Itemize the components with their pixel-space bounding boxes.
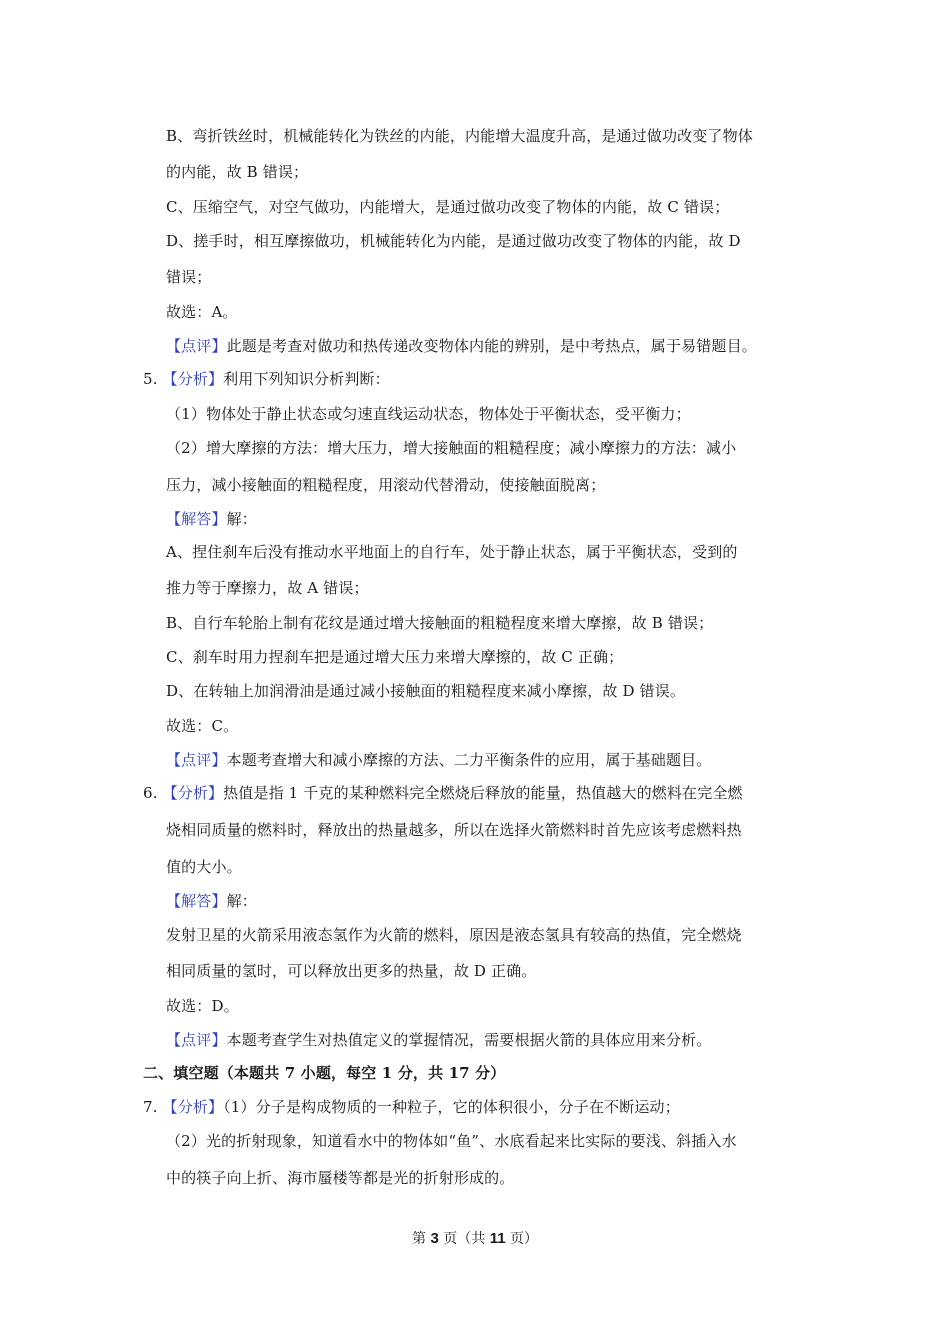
review-tag: 【点评】 bbox=[166, 1031, 227, 1049]
q4-option-b-line1: B、弯折铁丝时，机械能转化为铁丝的内能，内能增大温度升高，是通过做功改变了物体 bbox=[166, 127, 753, 145]
analysis-tag: 【分析】 bbox=[162, 370, 224, 388]
q4-answer: 故选：A。 bbox=[166, 303, 238, 321]
q5-point-2-line1: （2）增大摩擦的方法：增大压力，增大接触面的粗糙程度；减小摩擦力的方法：减小 bbox=[166, 439, 737, 457]
solution-text: 解： bbox=[226, 892, 257, 910]
current-page-number: 3 bbox=[430, 1230, 439, 1247]
q4-review bbox=[166, 336, 757, 356]
analysis-tag: 【分析】 bbox=[162, 1098, 224, 1116]
q5-option-b: B、自行车轮胎上制有花纹是通过增大接触面的粗糙程度来增大摩擦，故 B 错误； bbox=[166, 614, 714, 632]
q5-analysis bbox=[143, 369, 390, 389]
review-text: 本题考查增大和减小摩擦的方法、二力平衡条件的应用，属于基础题目。 bbox=[226, 751, 712, 769]
q7-point-2-line1: （2）光的折射现象，知道看水中的物体如“鱼”、水底看起来比实际的要浅、斜插入水 bbox=[166, 1132, 737, 1150]
solution-tag: 【解答】 bbox=[166, 892, 227, 910]
q6-analysis-line2: 烧相同质量的燃料时，释放出的热量越多，所以在选择火箭燃料时首先应该考虑燃料热 bbox=[166, 821, 742, 839]
q4-option-d-line2: 错误； bbox=[166, 268, 212, 286]
question-number: 7. bbox=[143, 1098, 158, 1116]
solution-text: 解： bbox=[226, 510, 257, 528]
q7-analysis bbox=[143, 1097, 680, 1117]
page-footer bbox=[0, 1229, 950, 1249]
q7-point-2-line2: 中的筷子向上折、海市蜃楼等都是光的折射形成的。 bbox=[166, 1169, 515, 1187]
question-number: 6. bbox=[143, 784, 158, 802]
review-tag: 【点评】 bbox=[166, 751, 227, 769]
footer-middle: 页（共 bbox=[438, 1231, 490, 1247]
total-page-count: 11 bbox=[489, 1230, 506, 1247]
q6-solution bbox=[166, 891, 257, 911]
q4-option-c: C、压缩空气，对空气做功，内能增大，是通过做功改变了物体的内能，故 C 错误； bbox=[166, 198, 730, 216]
q6-analysis-line1 bbox=[143, 783, 743, 803]
analysis-text: （1）分子是构成物质的一种粒子，它的体积很小，分子在不断运动； bbox=[223, 1098, 680, 1116]
q5-option-c: C、刹车时用力捏刹车把是通过增大压力来增大摩擦的，故 C 正确； bbox=[166, 648, 624, 666]
analysis-tag: 【分析】 bbox=[162, 784, 224, 802]
q4-option-b-line2: 的内能，故 B 错误； bbox=[166, 163, 309, 181]
footer-suffix: 页） bbox=[505, 1231, 538, 1247]
question-number: 5. bbox=[143, 370, 158, 388]
q5-answer: 故选：C。 bbox=[166, 717, 239, 735]
review-tag: 【点评】 bbox=[166, 337, 227, 355]
footer-prefix: 第 bbox=[411, 1231, 431, 1247]
review-text: 本题考查学生对热值定义的掌握情况，需要根据火箭的具体应用来分析。 bbox=[226, 1031, 712, 1049]
review-text: 此题是考查对做功和热传递改变物体内能的辨别，是中考热点，属于易错题目。 bbox=[226, 337, 757, 355]
q6-answer: 故选：D。 bbox=[166, 997, 239, 1015]
q5-point-1: （1）物体处于静止状态或匀速直线运动状态，物体处于平衡状态，受平衡力； bbox=[166, 405, 691, 423]
q5-point-2-line2: 压力，减小接触面的粗糙程度，用滚动代替滑动，使接触面脱离； bbox=[166, 476, 606, 494]
q4-option-d-line1: D、搓手时，相互摩擦做功，机械能转化为内能，是通过做功改变了物体的内能，故 D bbox=[166, 232, 741, 250]
q5-option-d: D、在转轴上加润滑油是通过减小接触面的粗糙程度来减小摩擦，故 D 错误。 bbox=[166, 682, 685, 700]
analysis-text: 利用下列知识分析判断： bbox=[223, 370, 390, 388]
analysis-text: 热值是指 1 千克的某种燃料完全燃烧后释放的能量，热值越大的燃料在完全燃 bbox=[223, 784, 743, 802]
q6-review bbox=[166, 1030, 711, 1050]
q5-option-a-line2: 推力等于摩擦力，故 A 错误； bbox=[166, 579, 369, 597]
solution-tag: 【解答】 bbox=[166, 510, 227, 528]
q5-option-a-line1: A、捏住刹车后没有推动水平地面上的自行车，处于静止状态，属于平衡状态，受到的 bbox=[166, 543, 738, 561]
section-heading: 二、填空题（本题共 7 小题，每空 1 分，共 17 分） bbox=[143, 1064, 506, 1082]
q5-review bbox=[166, 750, 711, 770]
q5-solution bbox=[166, 509, 257, 529]
q6-analysis-line3: 值的大小。 bbox=[166, 858, 242, 876]
q6-solution-line2: 相同质量的氢时，可以释放出更多的热量，故 D 正确。 bbox=[166, 962, 537, 980]
q6-solution-line1: 发射卫星的火箭采用液态氢作为火箭的燃料，原因是液态氢具有较高的热值，完全燃烧 bbox=[166, 926, 742, 944]
